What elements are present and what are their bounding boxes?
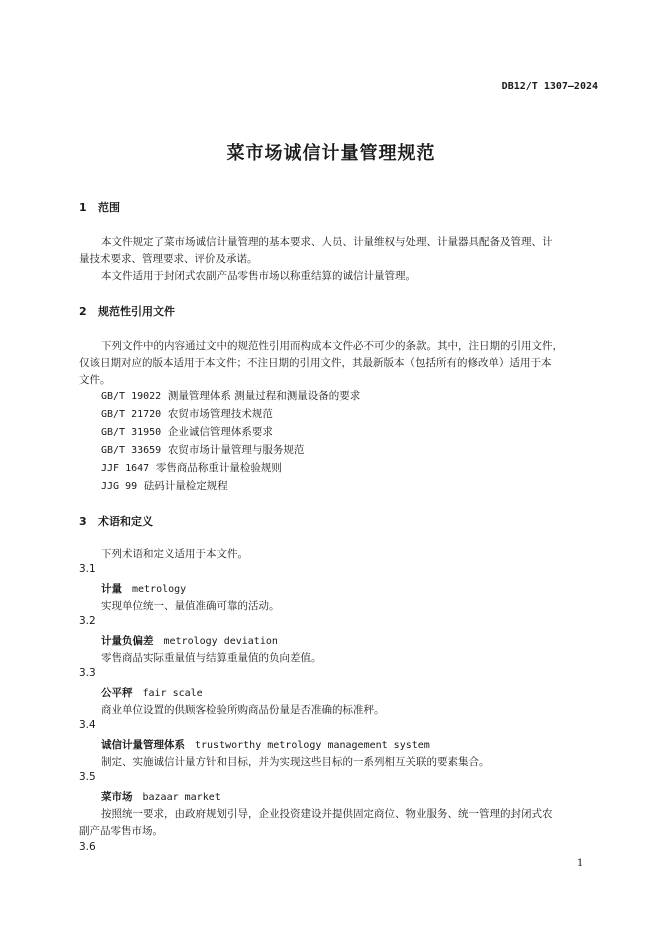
reference-code: GB/T 33659 xyxy=(101,445,162,456)
section-2-paragraph-line-3: 文件。 xyxy=(79,374,111,386)
reference-item xyxy=(101,406,273,421)
term-number: 3.3 xyxy=(79,667,96,679)
section-title: 术语和定义 xyxy=(98,515,153,528)
reference-item xyxy=(101,442,304,457)
reference-code: GB/T 21720 xyxy=(101,409,162,420)
page-number: 1 xyxy=(577,858,584,869)
section-1-paragraph-1-line-1: 本文件规定了菜市场诚信计量管理的基本要求、人员、计量维权与处理、计量器具配备及管理、计 xyxy=(101,236,553,248)
term-heading xyxy=(101,633,278,648)
section-3-heading xyxy=(79,513,153,529)
section-2-heading xyxy=(79,303,175,319)
term-definition: 制定、实施诚信计量方针和目标，并为实现这些目标的一系列相互关联的要素集合。 xyxy=(101,756,490,768)
section-2-paragraph-line-2: 仅该日期对应的版本适用于本文件；不注日期的引用文件，其最新版本（包括所有的修改单）适用于本 xyxy=(79,357,552,369)
term-en: metrology xyxy=(132,584,187,595)
term-heading xyxy=(101,789,221,804)
term-zh: 计量负偏差 xyxy=(101,635,154,647)
section-1-paragraph-2: 本文件适用于封闭式农副产品零售市场以称重结算的诚信计量管理。 xyxy=(101,270,416,282)
reference-title: 农贸市场计量管理与服务规范 xyxy=(167,444,305,456)
section-number: 2 xyxy=(79,305,87,318)
term-number: 3.5 xyxy=(79,771,96,783)
document-title: 菜市场诚信计量管理规范 xyxy=(226,143,436,164)
term-number: 3.1 xyxy=(79,563,96,575)
section-title: 范围 xyxy=(98,201,120,214)
section-title: 规范性引用文件 xyxy=(98,305,175,318)
term-definition: 实现单位统一、量值准确可靠的活动。 xyxy=(101,600,280,612)
reference-title: 零售商品称重计量检验规则 xyxy=(155,462,282,474)
reference-item xyxy=(101,460,282,475)
reference-title: 企业诚信管理体系要求 xyxy=(167,426,273,438)
reference-item xyxy=(101,478,228,493)
term-zh: 公平秤 xyxy=(101,687,133,699)
reference-item xyxy=(101,424,273,439)
term-number: 3.4 xyxy=(79,719,96,731)
term-definition: 零售商品实际重量值与结算重量值的负向差值。 xyxy=(101,652,322,664)
reference-title: 测量管理体系 测量过程和测量设备的要求 xyxy=(167,390,361,402)
term-definition-line-2: 副产品零售市场。 xyxy=(79,825,163,837)
section-2-paragraph-line-1: 下列文件中的内容通过文中的规范性引用而构成本文件必不可少的条款。其中，注日期的引用文件， xyxy=(101,340,563,352)
section-3-intro: 下列术语和定义适用于本文件。 xyxy=(101,548,248,560)
term-en: bazaar market xyxy=(142,792,221,803)
term-heading xyxy=(101,737,430,752)
term-zh: 菜市场 xyxy=(101,791,133,803)
section-1-paragraph-1-line-2: 量技术要求、管理要求、评价及承诺。 xyxy=(79,253,258,265)
term-number: 3.2 xyxy=(79,615,96,627)
term-definition: 商业单位设置的供顾客检验所购商品份量是否准确的标准秤。 xyxy=(101,704,385,716)
term-number: 3.6 xyxy=(79,841,96,853)
reference-item xyxy=(101,388,360,403)
section-1-heading xyxy=(79,199,120,215)
term-heading xyxy=(101,685,203,700)
term-en: metrology deviation xyxy=(163,636,278,647)
term-en: trustworthy metrology management system xyxy=(195,740,430,751)
reference-code: GB/T 19022 xyxy=(101,391,162,402)
section-number: 1 xyxy=(79,201,87,214)
section-number: 3 xyxy=(79,515,87,528)
term-zh: 诚信计量管理体系 xyxy=(101,739,185,751)
term-heading xyxy=(101,581,186,596)
reference-code: JJF 1647 xyxy=(101,463,150,474)
reference-code: JJG 99 xyxy=(101,481,138,492)
term-en: fair scale xyxy=(142,688,203,699)
reference-title: 砝码计量检定规程 xyxy=(143,480,228,492)
reference-title: 农贸市场管理技术规范 xyxy=(167,408,273,420)
reference-code: GB/T 31950 xyxy=(101,427,162,438)
term-definition-line-1: 按照统一要求，由政府规划引导，企业投资建设并提供固定商位、物业服务、统一管理的封闭式农 xyxy=(101,808,553,820)
document-code: DB12/T 1307—2024 xyxy=(501,81,598,92)
term-zh: 计量 xyxy=(101,583,122,595)
